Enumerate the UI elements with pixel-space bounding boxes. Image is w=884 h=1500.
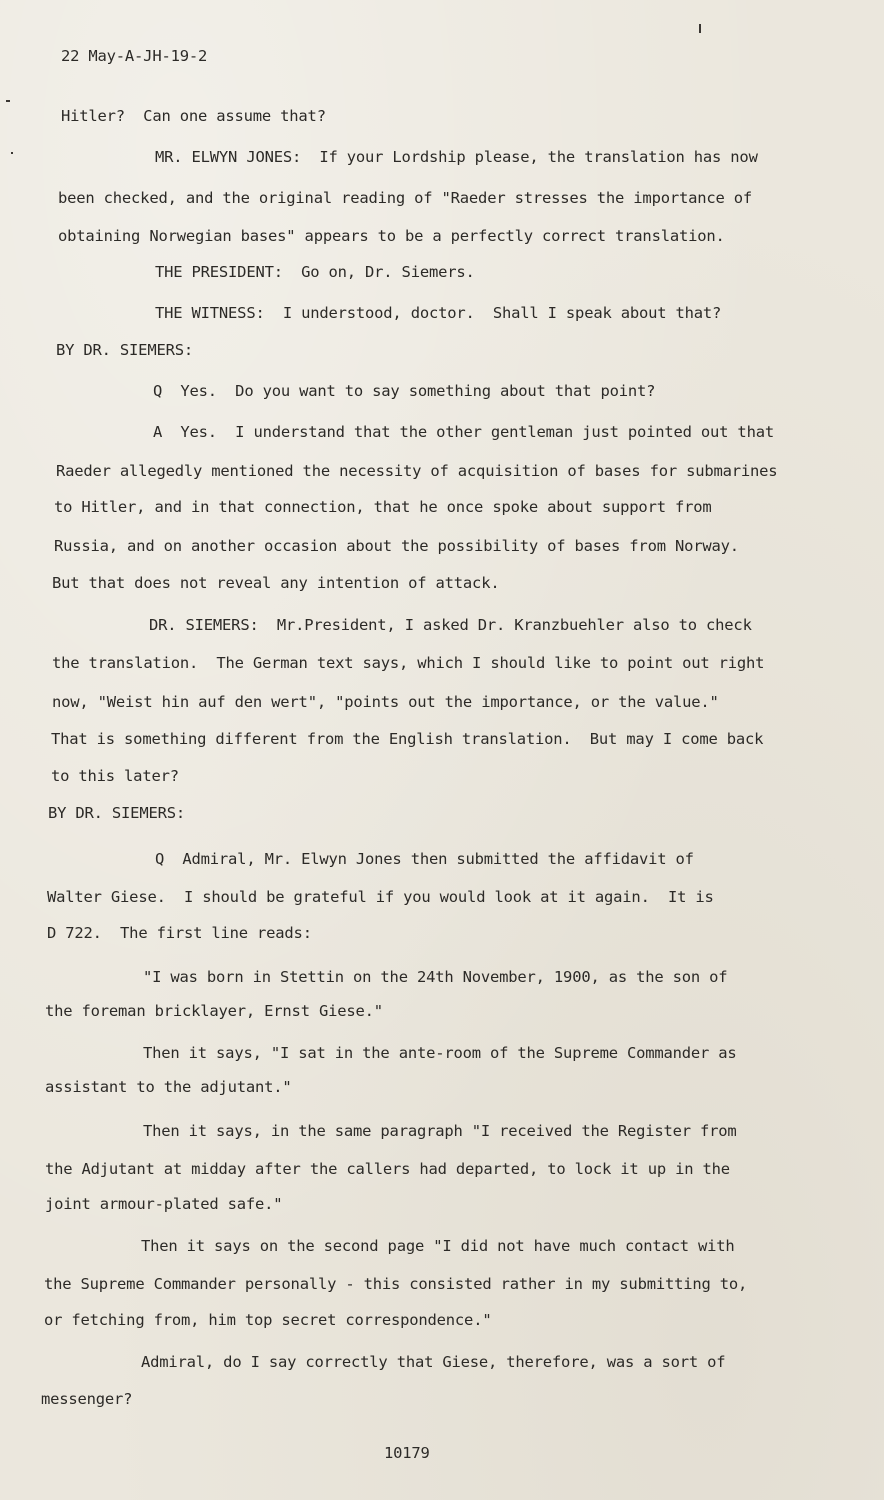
text-line-8: Q Yes. Do you want to say something about that point? xyxy=(153,382,656,400)
text-line-28: the Adjutant at midday after the callers had departed, to lock it up in the xyxy=(45,1160,730,1178)
corner-mark xyxy=(699,24,701,33)
text-line-34: messenger? xyxy=(41,1390,133,1408)
text-line-25: Then it says, "I sat in the ante-room of the Supreme Commander as xyxy=(143,1044,737,1062)
text-line-19: BY DR. SIEMERS: xyxy=(48,804,185,822)
text-line-26: assistant to the adjutant." xyxy=(45,1078,292,1096)
page-number: 10179 xyxy=(384,1444,430,1462)
text-line-33: Admiral, do I say correctly that Giese, therefore, was a sort of xyxy=(141,1353,726,1371)
text-line-27: Then it says, in the same paragraph "I received the Register from xyxy=(143,1122,737,1140)
text-line-10: Raeder allegedly mentioned the necessity of acquisition of bases for submarines xyxy=(56,462,778,480)
text-line-23: "I was born in Stettin on the 24th November, 1900, as the son of xyxy=(143,968,728,986)
text-line-12: Russia, and on another occasion about the possibility of bases from Norway. xyxy=(54,537,739,555)
text-line-1: Hitler? Can one assume that? xyxy=(61,107,326,125)
text-line-20: Q Admiral, Mr. Elwyn Jones then submitted the affidavit of xyxy=(155,850,694,868)
text-line-17: That is something different from the English translation. But may I come back xyxy=(51,730,764,748)
text-line-3: been checked, and the original reading of "Raeder stresses the importance of xyxy=(58,189,753,207)
text-line-7: BY DR. SIEMERS: xyxy=(56,341,193,359)
text-line-5: THE PRESIDENT: Go on, Dr. Siemers. xyxy=(155,263,475,281)
margin-mark xyxy=(11,152,13,154)
text-line-13: But that does not reveal any intention of attack. xyxy=(52,574,500,592)
text-line-4: obtaining Norwegian bases" appears to be a perfectly correct translation. xyxy=(58,227,725,245)
text-line-22: D 722. The first line reads: xyxy=(47,924,312,942)
text-line-16: now, "Weist hin auf den wert", "points out the importance, or the value." xyxy=(52,693,719,711)
margin-mark xyxy=(6,100,10,102)
text-line-11: to Hitler, and in that connection, that he once spoke about support from xyxy=(54,498,712,516)
text-line-6: THE WITNESS: I understood, doctor. Shall I speak about that? xyxy=(155,304,722,322)
text-line-32: or fetching from, him top secret correspondence." xyxy=(44,1311,492,1329)
text-line-15: the translation. The German text says, which I should like to point out right xyxy=(52,654,765,672)
text-line-30: Then it says on the second page "I did not have much contact with xyxy=(141,1237,735,1255)
text-line-24: the foreman bricklayer, Ernst Giese." xyxy=(45,1002,383,1020)
text-line-9: A Yes. I understand that the other gentleman just pointed out that xyxy=(153,423,774,441)
text-line-18: to this later? xyxy=(51,767,179,785)
text-line-21: Walter Giese. I should be grateful if you would look at it again. It is xyxy=(47,888,714,906)
header-code: 22 May-A-JH-19-2 xyxy=(61,47,208,65)
text-line-29: joint armour-plated safe." xyxy=(45,1195,283,1213)
text-line-14: DR. SIEMERS: Mr.President, I asked Dr. Kranzbuehler also to check xyxy=(149,616,752,634)
text-line-2: MR. ELWYN JONES: If your Lordship please, the translation has now xyxy=(155,148,758,166)
text-line-31: the Supreme Commander personally - this consisted rather in my submitting to, xyxy=(44,1275,748,1293)
